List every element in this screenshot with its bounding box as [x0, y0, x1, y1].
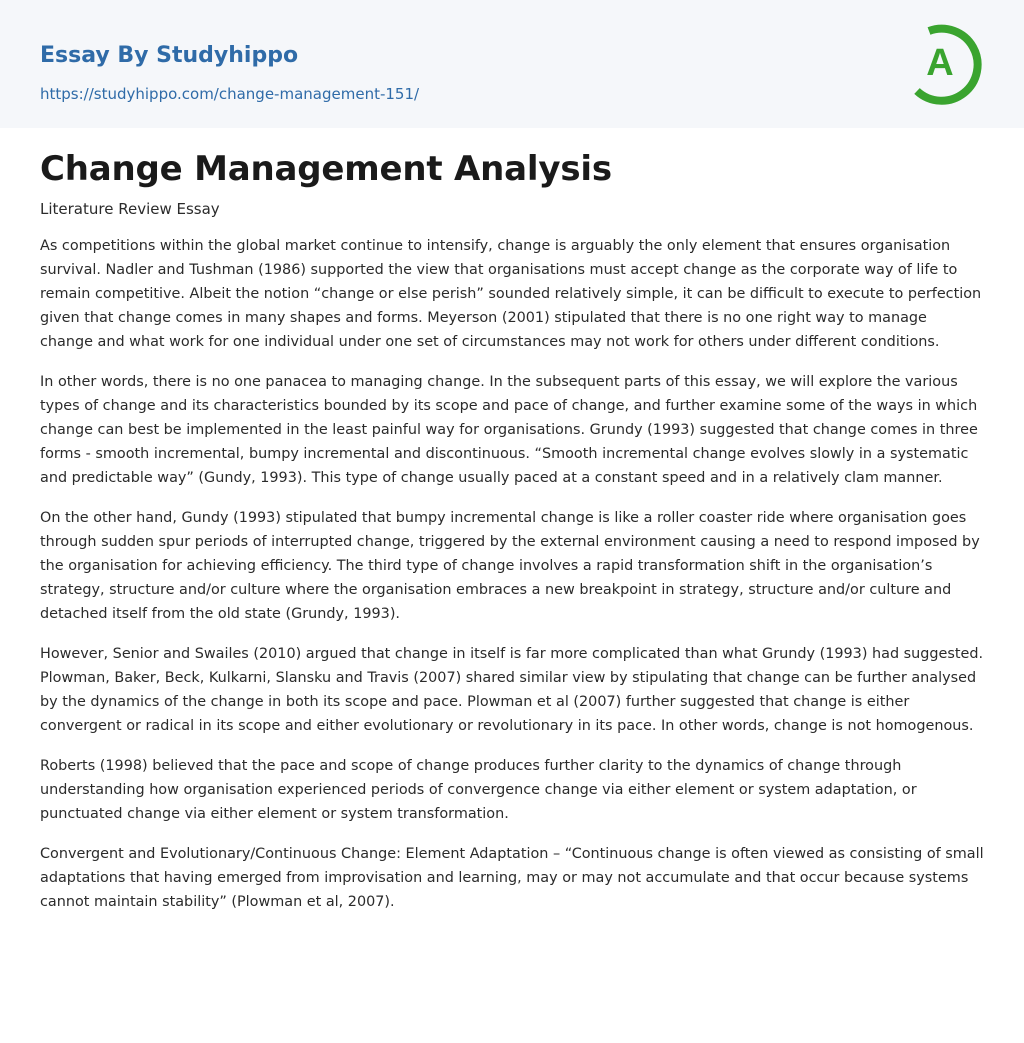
paragraph: In other words, there is no one panacea to managing change. In the subsequent parts of this essay, we will explore the various types of change and its characteristics bounded by its scope and pace of change, and further examine some of the ways in which change can best be implemented in the least painful way for organisations. Grundy (1993) suggested that change comes in three forms - smooth incremental, bumpy incremental and discontinuous. “Smooth incremental change evolves slowly in a systematic and predictable way” (Gundy, 1993). This type of change usually paced at a constant speed and in a relatively clam manner.	[40, 374, 978, 486]
source-url-link[interactable]: https://studyhippo.com/change-management-151/	[40, 85, 420, 103]
logo-letter: A	[926, 42, 954, 84]
essay-body	[40, 234, 984, 930]
paragraph: Roberts (1998) believed that the pace and scope of change produces further clarity to the dynamics of change through understanding how organisation experienced periods of convergence change via either element or system adaptation, or punctuated change via either element or system transformation.	[40, 758, 917, 822]
essay-type-label: Literature Review Essay	[40, 200, 220, 218]
brand-title: Essay By Studyhippo	[40, 43, 299, 68]
page-title: Change Management Analysis	[40, 149, 612, 189]
paragraph: On the other hand, Gundy (1993) stipulated that bumpy incremental change is like a roller coaster ride where organisation goes through sudden spur periods of interrupted change, triggered by the external environment causing a need to respond imposed by the organisation for achieving efficiency. The third type of change involves a rapid transformation shift in the organisation’s strategy, structure and/or culture where the organisation embraces a new breakpoint in strategy, structure and/or culture and detached itself from the old state (Grundy, 1993).	[40, 510, 980, 622]
paragraph: However, Senior and Swailes (2010) argued that change in itself is far more complicated than what Grundy (1993) had suggested. Plowman, Baker, Beck, Kulkarni, Slansku and Travis (2007) shared similar view by stipulating that change can be further analysed by the dynamics of the change in both its scope and pace. Plowman et al (2007) further suggested that change is either convergent or radical in its scope and either evolutionary or revolutionary in its pace. In other words, change is not homogenous.	[40, 646, 984, 734]
paragraph: As competitions within the global market continue to intensify, change is arguably the only element that ensures organisation survival. Nadler and Tushman (1986) supported the view that organisations must accept change as the corporate way of life to remain competitive. Albeit the notion “change or else perish” sounded relatively simple, it can be difficult to execute to perfection given that change comes in many shapes and forms. Meyerson (2001) stipulated that there is no one right way to manage change and what work for one individual under one set of circumstances may not work for others under different conditions.	[40, 238, 982, 350]
paragraph: Convergent and Evolutionary/Continuous Change: Element Adaptation – “Continuous change is often viewed as consisting of small adaptations that having emerged from improvisation and learning, may or may not accumulate and that occur because systems cannot maintain stability” (Plowman et al, 2007).	[40, 846, 984, 910]
logo-icon	[903, 19, 987, 105]
logo-ring-icon	[903, 19, 987, 105]
